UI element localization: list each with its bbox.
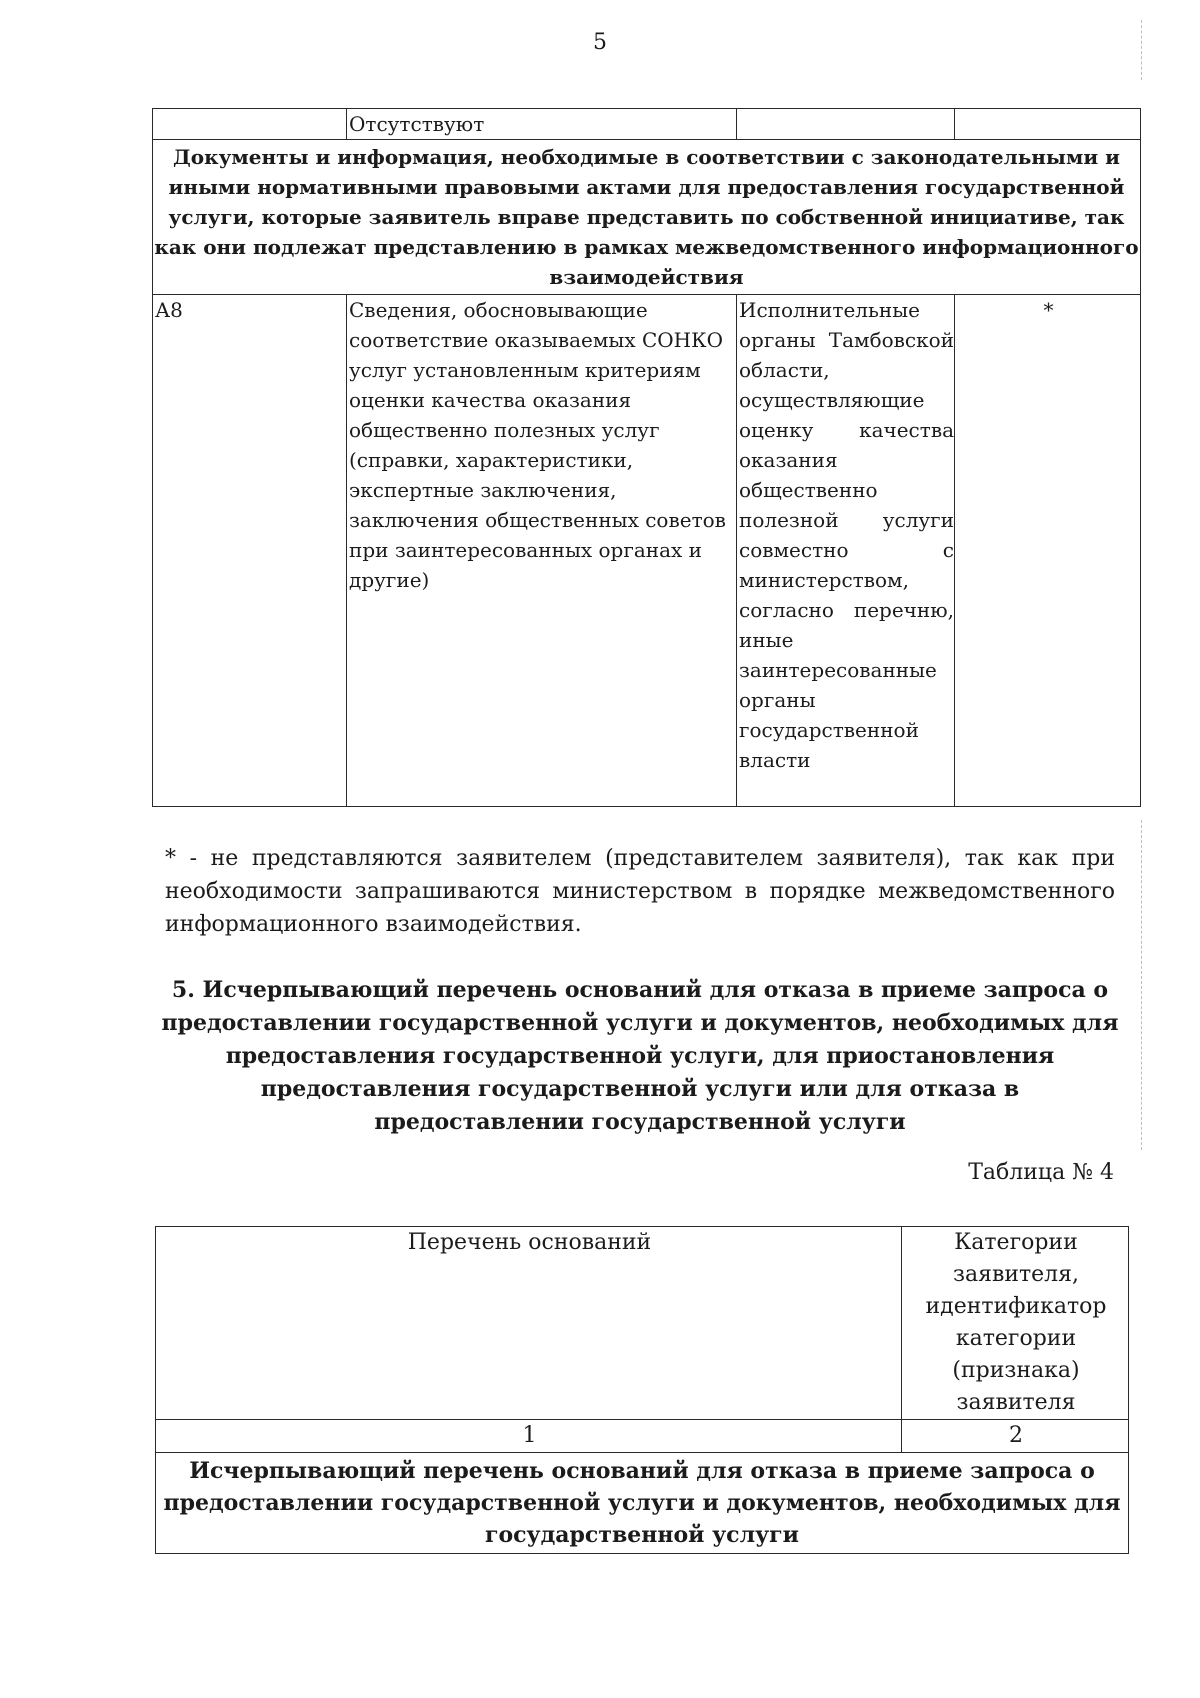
document-mark: * (955, 295, 1141, 807)
section-title: 5. Исчерпывающий перечень оснований для отказа в приеме запроса о предоставлении государственной услуги и документов, необходимых для предоставления государственной услуги, для приостановления предоставления государственной услуги или для отказа в предоставлении государственной услуги (161, 977, 1119, 1135)
document-name: Сведения, обосновывающие соответствие оказываемых СОНКО услуг установленным критериям оценки качества оказания общественно полезных услуг (справки, характеристики, экспертные заключения, заключения общественных советов при заинтересованных органах и другие) (347, 295, 737, 807)
column-number: 1 (156, 1420, 902, 1453)
table-cell (153, 109, 347, 140)
table-header-row (156, 1227, 1129, 1420)
table-cell-absent: Отсутствуют (347, 109, 737, 140)
table-caption: Таблица № 4 (968, 1160, 1114, 1185)
table-number-row (156, 1420, 1129, 1453)
footnote: * - не представляются заявителем (представителем заявителя), так как при необходимости запрашиваются министерством в порядке межведомственного информационного взаимодействия. (165, 846, 1115, 937)
scan-edge-mark (1140, 20, 1142, 80)
refusal-grounds-table (155, 1226, 1129, 1554)
table-section-row (156, 1453, 1129, 1554)
header-grounds: Перечень оснований (156, 1227, 902, 1420)
table-cell (955, 109, 1141, 140)
column-number: 2 (902, 1420, 1129, 1453)
document-code: А8 (153, 295, 347, 807)
table-section-header: Исчерпывающий перечень оснований для отказа в приеме запроса о предоставлении государственной услуги и документов, необходимых для государственной услуги (156, 1453, 1129, 1554)
table-cell (737, 109, 955, 140)
table-section-header: Документы и информация, необходимые в соответствии с законодательными и иными нормативными правовыми актами для предоставления государственной услуги, которые заявитель вправе представить по собственной инициативе, так как они подлежат представлению в рамках межведомственного информационного взаимодействия (153, 140, 1141, 295)
header-applicant-category: Категории заявителя, идентификатор категории (признака) заявителя (902, 1227, 1129, 1420)
table-section-row (153, 140, 1141, 295)
scan-edge-mark (1140, 820, 1142, 1150)
table-row (153, 295, 1141, 807)
page-number: 5 (593, 30, 607, 55)
table-row (153, 109, 1141, 140)
documents-table (152, 108, 1141, 807)
document-source: Исполнительные органы Тамбовской области, осуществляющие оценку качества оказания общественно полезной услуги совместно с министерством, согласно перечню, иные заинтересованные органы государственной власти (737, 295, 955, 807)
